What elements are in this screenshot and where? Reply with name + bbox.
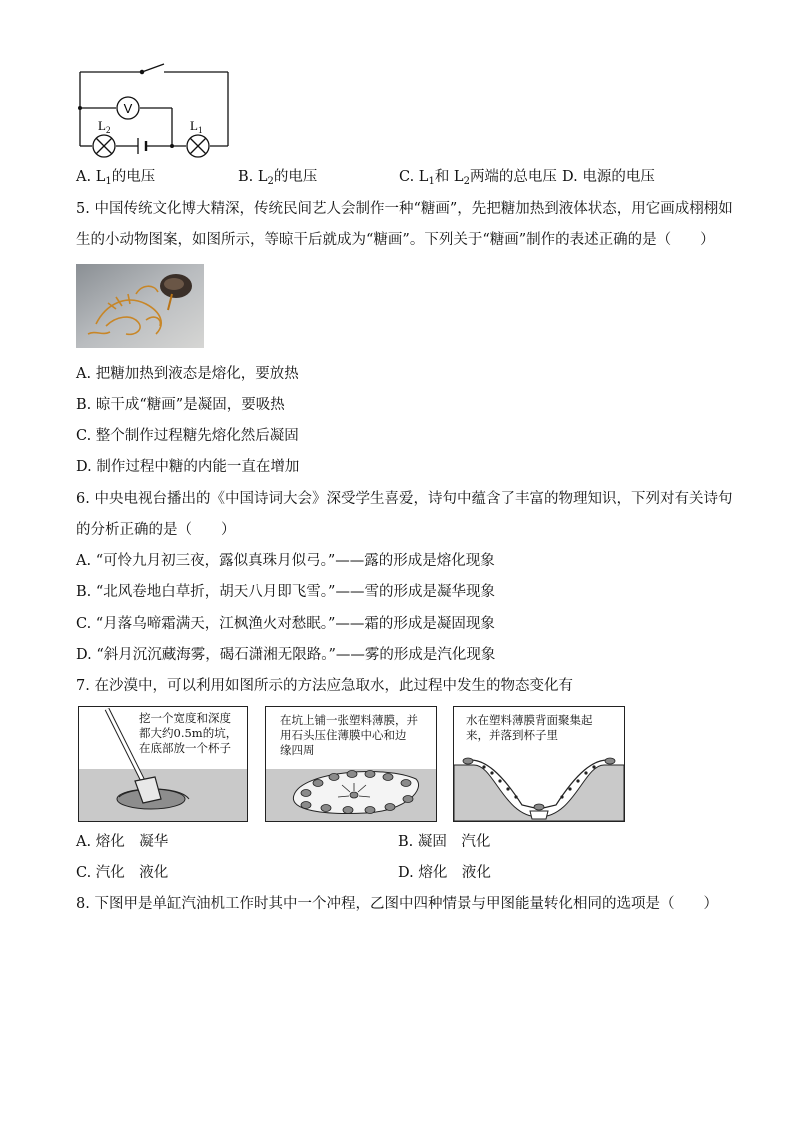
q7-panel2-text: 在坑上铺一张塑料薄膜，并 用石头压住薄膜中心和边 缘四周 [280, 713, 418, 757]
switch-icon [142, 64, 164, 72]
q6-option-d: D. “斜月沉沉藏海雾，碣石潇湘无限路。”——雾的形成是汽化现象 [76, 647, 496, 663]
q6-stem-line2: 的分析正确的是（ ） [76, 522, 236, 538]
q5-option-d: D. 制作过程中糖的内能一直在增加 [76, 459, 300, 475]
q6-option-a: A. “可怜九月初三夜，露似真珠月似弓。”——露的形成是熔化现象 [76, 553, 495, 569]
lamp-l1-label: $L_1$ [190, 118, 203, 135]
q4-option-a: A. $L_1$的电压 [76, 169, 156, 187]
cup-icon [530, 811, 548, 819]
q7-option-d: D. 熔化 液化 [398, 865, 491, 881]
q4-option-c: C. $L_1$和 $L_2$两端的总电压 [399, 169, 557, 187]
q6-option-c: C. “月落乌啼霜满天，江枫渔火对愁眠。”——霜的形成是凝固现象 [76, 616, 495, 632]
q7-panel3-text: 水在塑料薄膜背面聚集起 来，并落到杯子里 [466, 713, 593, 742]
voltmeter-label: V [123, 101, 133, 116]
q7-option-b: B. 凝固 汽化 [398, 834, 491, 850]
circuit-diagram [70, 62, 240, 162]
sugar-painting-photo [76, 264, 204, 348]
q6-option-b: B. “北风卷地白草折，胡天八月即飞雪。”——雪的形成是凝华现象 [76, 584, 495, 600]
q5-stem-line2: 生的小动物图案，如图所示，等晾干后就成为“糖画”。下列关于“糖画”制作的表述正确的是（ ） [76, 232, 715, 248]
q7-panel1-text: 挖一个宽度和深度 都大约0.5m的坑， 在底部放一个杯子 [139, 711, 238, 755]
q4-option-b: B. $L_2$的电压 [238, 169, 318, 187]
q8-stem-line1: 8. 下图甲是单缸汽油机工作时其中一个冲程，乙图中四种情景与甲图能量转化相同的选项是（ ） [76, 896, 718, 912]
q7-panel-water-collect [453, 706, 625, 822]
q5-option-b: B. 晾干成“糖画”是凝固，要吸热 [76, 397, 285, 413]
q4-option-d: D. 电源的电压 [562, 169, 655, 185]
q6-stem-line1: 6. 中央电视台播出的《中国诗词大会》深受学生喜爱，诗句中蕴含了丰富的物理知识，下列对有关诗句 [76, 491, 733, 507]
q7-stem-line1: 7. 在沙漠中，可以利用如图所示的方法应急取水，此过程中发生的物态变化有 [76, 678, 573, 694]
q5-stem-line1: 5. 中国传统文化博大精深，传统民间艺人会制作一种“糖画”，先把糖加热到液体状态，用它画成栩栩如 [76, 201, 733, 217]
q5-option-a: A. 把糖加热到液态是熔化，要放热 [76, 366, 299, 382]
q7-panel-dig-pit [78, 706, 248, 822]
q7-option-a: A. 熔化 凝华 [76, 834, 169, 850]
lamp-l2-label: $L_2$ [98, 118, 111, 135]
q5-option-c: C. 整个制作过程糖先熔化然后凝固 [76, 428, 299, 444]
q7-panel-plastic-film [265, 706, 437, 822]
q7-option-c: C. 汽化 液化 [76, 865, 169, 881]
